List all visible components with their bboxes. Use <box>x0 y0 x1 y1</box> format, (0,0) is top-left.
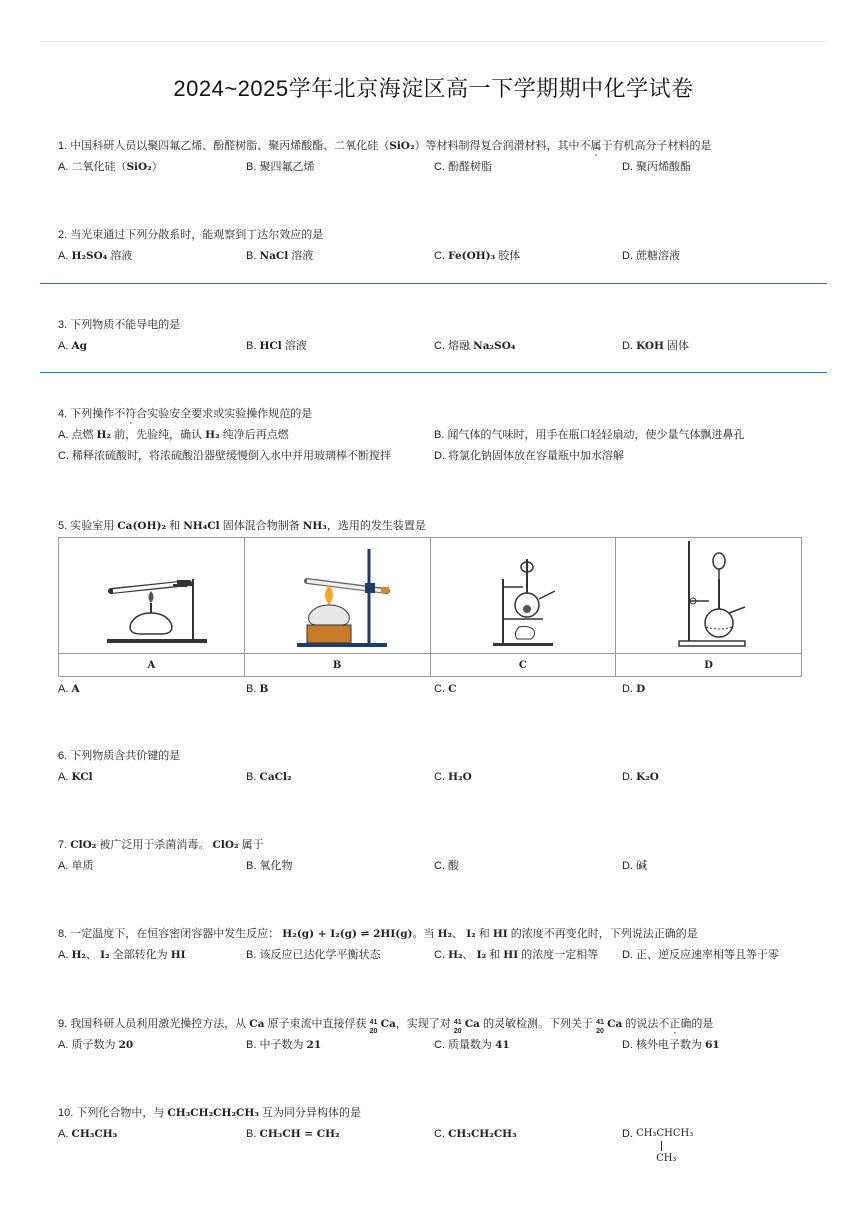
apparatus-label-d: D <box>616 654 802 677</box>
option-c[interactable]: C. H₂O <box>434 771 472 783</box>
emphasis-dots: 不属于 <box>579 140 613 152</box>
question-5 <box>58 518 808 534</box>
option-a[interactable]: A. CH₃CH₃ <box>58 1128 118 1140</box>
question-stem: 1. 中国科研人员以聚四氟乙烯、酚醛树脂、聚丙烯酸酯、二氧化硅（SiO₂）等材料制得复合润滑材料，其中不属于有机高分子材料的是 <box>58 140 712 152</box>
option-c[interactable]: C. CH₃CH₂CH₃ <box>434 1128 517 1140</box>
question-6 <box>58 748 808 785</box>
option-d[interactable]: D. 碱 <box>622 860 648 872</box>
option-b[interactable]: B. 氧化物 <box>246 860 293 872</box>
question-stem: 5. 实验室用 Ca(OH)₂ 和 NH₄Cl 固体混合物制备 NH₃，选用的发生装置是 <box>58 520 426 532</box>
option-b[interactable]: B. 该反应已达化学平衡状态 <box>246 949 381 961</box>
section-divider <box>40 372 827 373</box>
option-c[interactable]: C. 熔融 Na₂SO₄ <box>434 340 516 352</box>
question-stem: 9. 我国科研人员利用激光操控方法，从 Ca 原子束流中直接俘获 41 20 Ca，实现了对 41 20 Ca 的灵敏检测。下列关于 41 20 Ca 的说法不正确的是 <box>58 1018 714 1036</box>
option-d[interactable]: D. 蔗糖溶液 <box>622 250 681 262</box>
option-c[interactable]: C. 质量数为 41 <box>434 1039 510 1051</box>
option-d[interactable]: D. KOH 固体 <box>622 340 690 352</box>
question-stem: 4. 下列操作不符合实验安全要求或实验操作规范的是 <box>58 408 313 420</box>
option-c[interactable]: C. H₂、 I₂ 和 HI 的浓度一定相等 <box>434 949 599 961</box>
question-stem: 7. ClO₂ 被广泛用于杀菌消毒。 ClO₂ 属于 <box>58 839 264 851</box>
option-b[interactable]: B. HCl 溶液 <box>246 340 307 352</box>
apparatus-label-c: C <box>430 654 616 677</box>
option-a[interactable]: A. KCl <box>58 771 93 783</box>
structural-formula-branch: CH₃ <box>656 1153 677 1164</box>
branch-bond <box>661 1141 662 1151</box>
question-7 <box>58 837 808 874</box>
top-divider <box>40 41 827 42</box>
nuclide-symbol: 41 20 <box>369 1019 378 1036</box>
option-d[interactable]: D. D <box>622 683 646 695</box>
option-b[interactable]: B. 中子数为 21 <box>246 1039 322 1051</box>
option-a[interactable]: A. Ag <box>58 340 87 352</box>
apparatus-a-image <box>59 538 245 654</box>
option-a[interactable]: A. H₂、 I₂ 全部转化为 HI <box>58 949 186 961</box>
page-title: 2024~2025学年北京海淀区高一下学期期中化学试卷 <box>173 76 694 101</box>
structural-formula-main: CH₃CHCH₃ <box>636 1128 694 1139</box>
question-2 <box>58 227 808 264</box>
question-5-options <box>58 681 808 697</box>
option-c[interactable]: C. C <box>434 683 457 695</box>
option-d[interactable]: D. 正、逆反应速率相等且等于零 <box>622 949 780 961</box>
emphasis-dots: 不正确 <box>658 1018 692 1030</box>
option-b[interactable]: B. 聚四氟乙烯 <box>246 161 315 173</box>
option-b[interactable]: B. CaCl₂ <box>246 771 292 783</box>
apparatus-b-image <box>244 538 430 654</box>
option-c[interactable]: C. 酸 <box>434 860 460 872</box>
question-stem: 2. 当光束通过下列分散系时，能观察到丁达尔效应的是 <box>58 229 324 241</box>
option-c[interactable]: C. 稀释浓硫酸时，将浓硫酸沿器壁缓慢倒入水中并用玻璃棒不断搅拌 <box>58 450 392 462</box>
apparatus-d-image <box>616 538 802 654</box>
option-a[interactable]: A. 点燃 H₂ 前，先验纯，确认 H₂ 纯净后再点燃 <box>58 429 289 441</box>
question-1 <box>58 138 808 175</box>
option-a[interactable]: A. 单质 <box>58 860 94 872</box>
option-b[interactable]: B. CH₃CH = CH₂ <box>246 1128 340 1140</box>
option-d[interactable]: D. 将氯化钠固体放在容量瓶中加水溶解 <box>434 450 625 462</box>
section-divider <box>40 283 827 284</box>
apparatus-label-b: B <box>244 654 430 677</box>
question-stem: 6. 下列物质含共价键的是 <box>58 750 181 762</box>
apparatus-c-image <box>430 538 616 654</box>
option-c[interactable]: C. Fe(OH)₃ 胶体 <box>434 250 521 262</box>
question-8 <box>58 926 808 963</box>
option-d[interactable]: D. 核外电子数为 61 <box>622 1039 720 1051</box>
apparatus-label-a: A <box>59 654 245 677</box>
emphasis-dots: 不符合 <box>114 408 148 420</box>
question-3 <box>58 317 808 354</box>
question-stem: 8. 一定温度下，在恒容密闭容器中发生反应： H₂(g) + I₂(g) ⇌ 2HI(g)。当 H₂、 I₂ 和 HI 的浓度不再变化时，下列说法正确的是 <box>58 928 698 940</box>
option-d[interactable]: D. CH₃CHCH₃ CH₃ <box>622 1126 693 1142</box>
option-a[interactable]: A. 二氧化硅（SiO₂） <box>58 161 163 173</box>
question-stem: 10. 下列化合物中，与 CH₃CH₂CH₂CH₃ 互为同分异构体的是 <box>58 1107 361 1119</box>
question-stem: 3. 下列物质不能导电的是 <box>58 319 181 331</box>
option-b[interactable]: B. 闻气体的气味时，用手在瓶口轻轻扇动，使少量气体飘进鼻孔 <box>434 429 745 441</box>
option-b[interactable]: B. B <box>246 683 269 695</box>
apparatus-table <box>58 537 802 677</box>
option-d[interactable]: D. 聚丙烯酸酯 <box>622 161 692 173</box>
option-d[interactable]: D. K₂O <box>622 771 659 783</box>
option-a[interactable]: A. H₂SO₄ 溶液 <box>58 250 133 262</box>
question-10 <box>58 1105 808 1164</box>
option-a[interactable]: A. A <box>58 683 80 695</box>
option-a[interactable]: A. 质子数为 20 <box>58 1039 134 1051</box>
question-4 <box>58 406 808 464</box>
option-b[interactable]: B. NaCl 溶液 <box>246 250 314 262</box>
question-9 <box>58 1016 808 1053</box>
option-c[interactable]: C. 酚醛树脂 <box>434 161 493 173</box>
